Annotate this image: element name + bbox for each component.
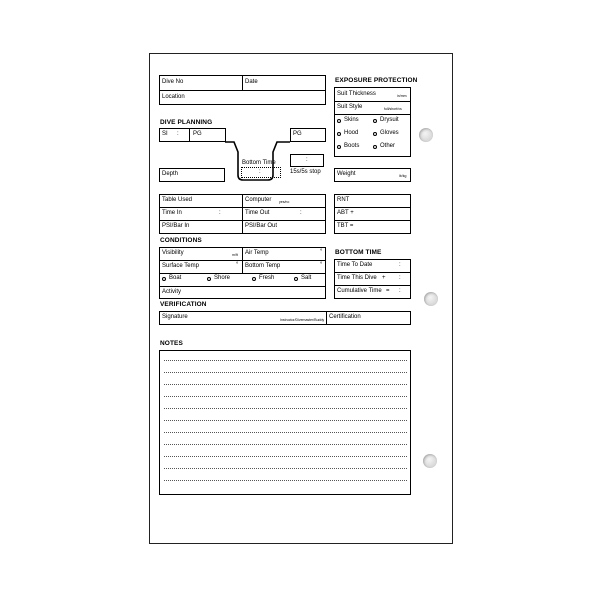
signature-label: Signature	[162, 314, 188, 320]
surface-temp-label: Surface Temp	[162, 263, 199, 269]
bottom-time-plan-box	[241, 167, 281, 178]
binder-hole-middle	[424, 292, 438, 306]
bottom-temp-label: Bottom Temp	[245, 263, 281, 269]
pg-end-label: PG	[293, 131, 302, 137]
signer-roles-label: Instructor/Divemaster/Buddy	[280, 318, 325, 322]
bottom-time-title: BOTTOM TIME	[335, 249, 382, 256]
dive-no-label: Dive No	[162, 79, 184, 85]
shore-checkbox[interactable]	[207, 277, 211, 281]
other-checkbox[interactable]	[373, 145, 377, 149]
date-label: Date	[245, 79, 258, 85]
hood-checkbox[interactable]	[337, 132, 341, 136]
certification-label: Certification	[329, 314, 361, 320]
boots-checkbox[interactable]	[337, 145, 341, 149]
abt-label: ABT +	[337, 210, 354, 216]
verification-title: VERIFICATION	[160, 301, 207, 308]
skins-checkbox[interactable]	[337, 119, 341, 123]
exposure-protection-title: EXPOSURE PROTECTION	[335, 77, 418, 84]
drysuit-checkbox[interactable]	[373, 119, 377, 123]
time-to-date-label: Time To Date	[337, 262, 373, 268]
si-label: SI	[162, 131, 168, 137]
weight-label: Weight	[337, 171, 356, 177]
pg-start-label: PG	[193, 131, 202, 137]
tbt-label: TBT =	[337, 223, 354, 229]
notes-title: NOTES	[160, 340, 183, 347]
table-used-label: Table Used	[162, 197, 193, 203]
safety-stop-label: 15s/5s stop	[290, 169, 321, 175]
psi-in-label: PSI/Bar In	[162, 223, 190, 229]
location-label: Location	[162, 94, 185, 100]
fresh-checkbox[interactable]	[252, 277, 256, 281]
dive-planning-title: DIVE PLANNING	[160, 119, 213, 126]
boat-checkbox[interactable]	[162, 277, 166, 281]
suit-style-label: Suit Style	[337, 104, 363, 110]
rnt-label: RNT	[337, 197, 350, 203]
depth-label: Depth	[162, 171, 179, 177]
gloves-checkbox[interactable]	[373, 132, 377, 136]
binder-hole-bottom	[423, 454, 437, 468]
salt-checkbox[interactable]	[294, 277, 298, 281]
computer-label: Computer	[245, 197, 272, 203]
psi-out-label: PSI/Bar Out	[245, 223, 278, 229]
bottom-time-plan-label: Bottom Time	[242, 160, 276, 166]
air-temp-label: Air Temp	[245, 250, 269, 256]
dive-log-page: Dive No Date Location DIVE PLANNING SI : PG PG Bottom Time : Depth : 15s/5s stop EXPOSURE PROTECTION Suit Thickness in/mm Suit Style full/short/vs Skins Drysuit Hood Gloves Boots Other Weight lb/kg Table Used Computer yes/no Time In : Time Out : PSI/Bar In PSI/Bar Out RNT ABT + TBT = CONDITIONS Visibility m/ft Air Temp ° Surface Temp ° Bottom Temp ° Boat Shore Fresh Salt Activity BOTTOM TIME Time To Date : Time This Dive + : Cumulative Time = : VERIFICATION Signature Instructor/Divemaster/Buddy Certification NOTES	[149, 53, 453, 544]
time-out-label: Time Out	[245, 210, 270, 216]
binder-hole-top	[419, 128, 433, 142]
suit-thickness-label: Suit Thickness	[337, 91, 376, 97]
time-in-label: Time In	[162, 210, 182, 216]
cumulative-time-label: Cumulative Time	[337, 288, 382, 294]
conditions-title: CONDITIONS	[160, 237, 202, 244]
time-this-dive-label: Time This Dive	[337, 275, 377, 281]
visibility-label: Visibility	[162, 250, 184, 256]
activity-label: Activity	[162, 289, 182, 295]
